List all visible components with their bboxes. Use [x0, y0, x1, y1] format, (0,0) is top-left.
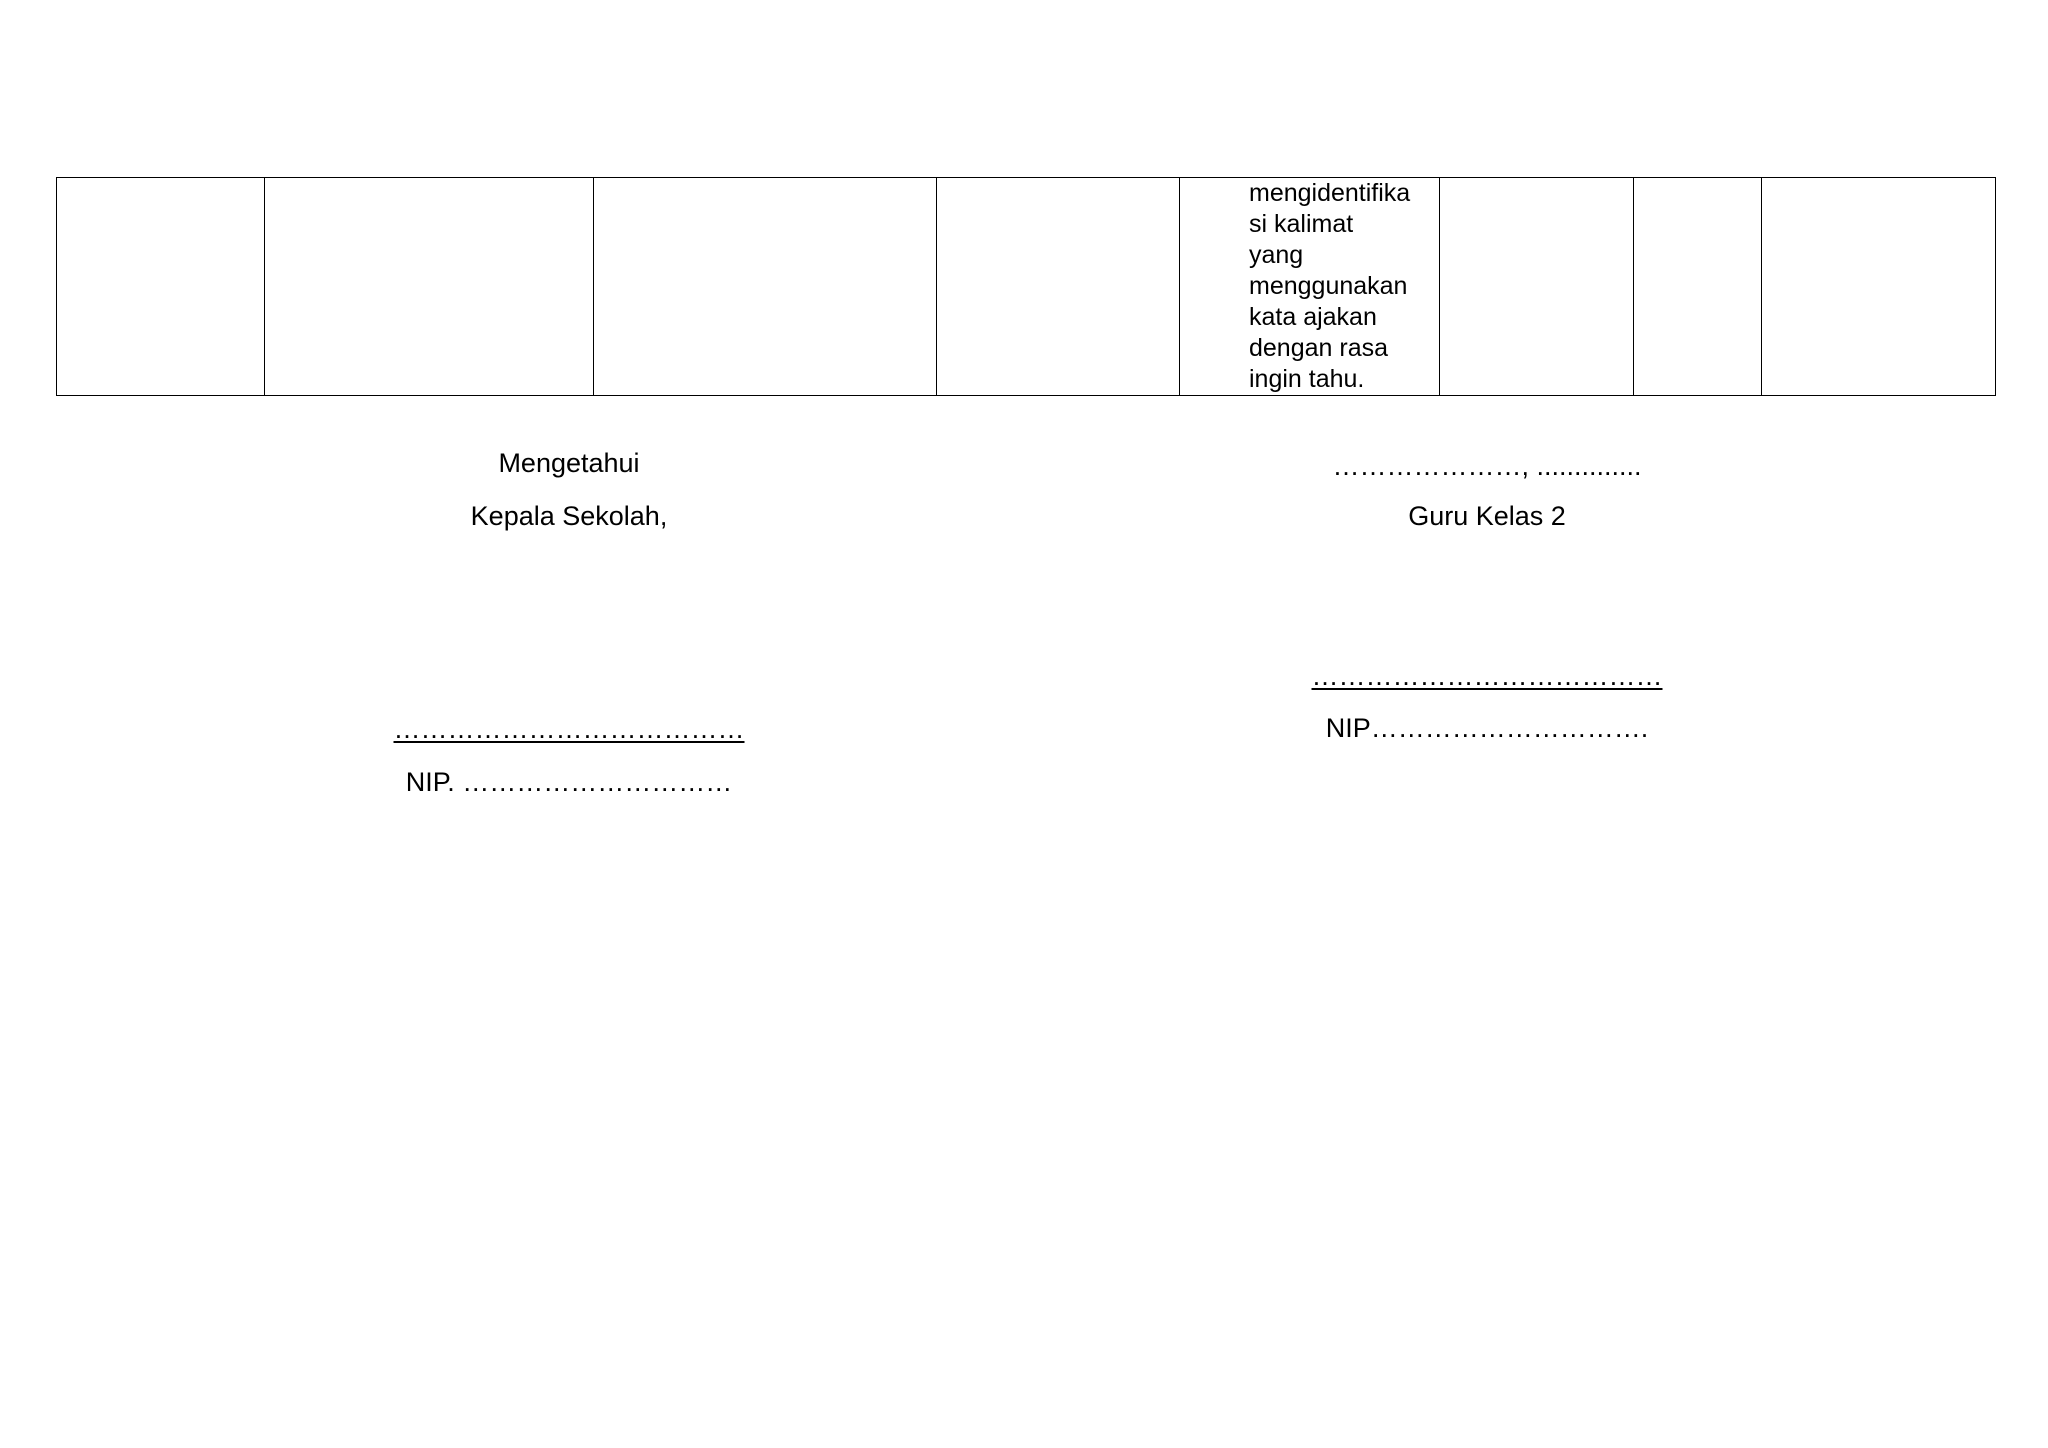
table-cell	[594, 178, 937, 396]
teacher-nip: NIP………………………….	[1325, 713, 1649, 743]
place-date-line: …………………, ..............	[1332, 451, 1642, 481]
teacher-role-label: Guru Kelas 2	[1408, 501, 1566, 531]
teacher-name-line: …………………………………	[1311, 661, 1663, 691]
lesson-plan-table	[56, 177, 1996, 396]
table-cell	[1440, 178, 1634, 396]
acknowledge-label: Mengetahui	[498, 448, 640, 478]
table-cell	[265, 178, 594, 396]
table-cell	[1180, 178, 1440, 396]
principal-role-label: Kepala Sekolah,	[470, 501, 668, 531]
table-cell	[1634, 178, 1762, 396]
table-cell	[57, 178, 265, 396]
table-cell	[1762, 178, 1996, 396]
principal-nip: NIP. …………………………	[405, 767, 733, 797]
cell-text: mengidentifika si kalimat yang menggunakan kata ajakan dengan rasa ingin tahu.	[1249, 179, 1411, 393]
table-row	[57, 178, 1996, 396]
table-cell	[937, 178, 1180, 396]
principal-name-line: …………………………………	[393, 714, 745, 744]
